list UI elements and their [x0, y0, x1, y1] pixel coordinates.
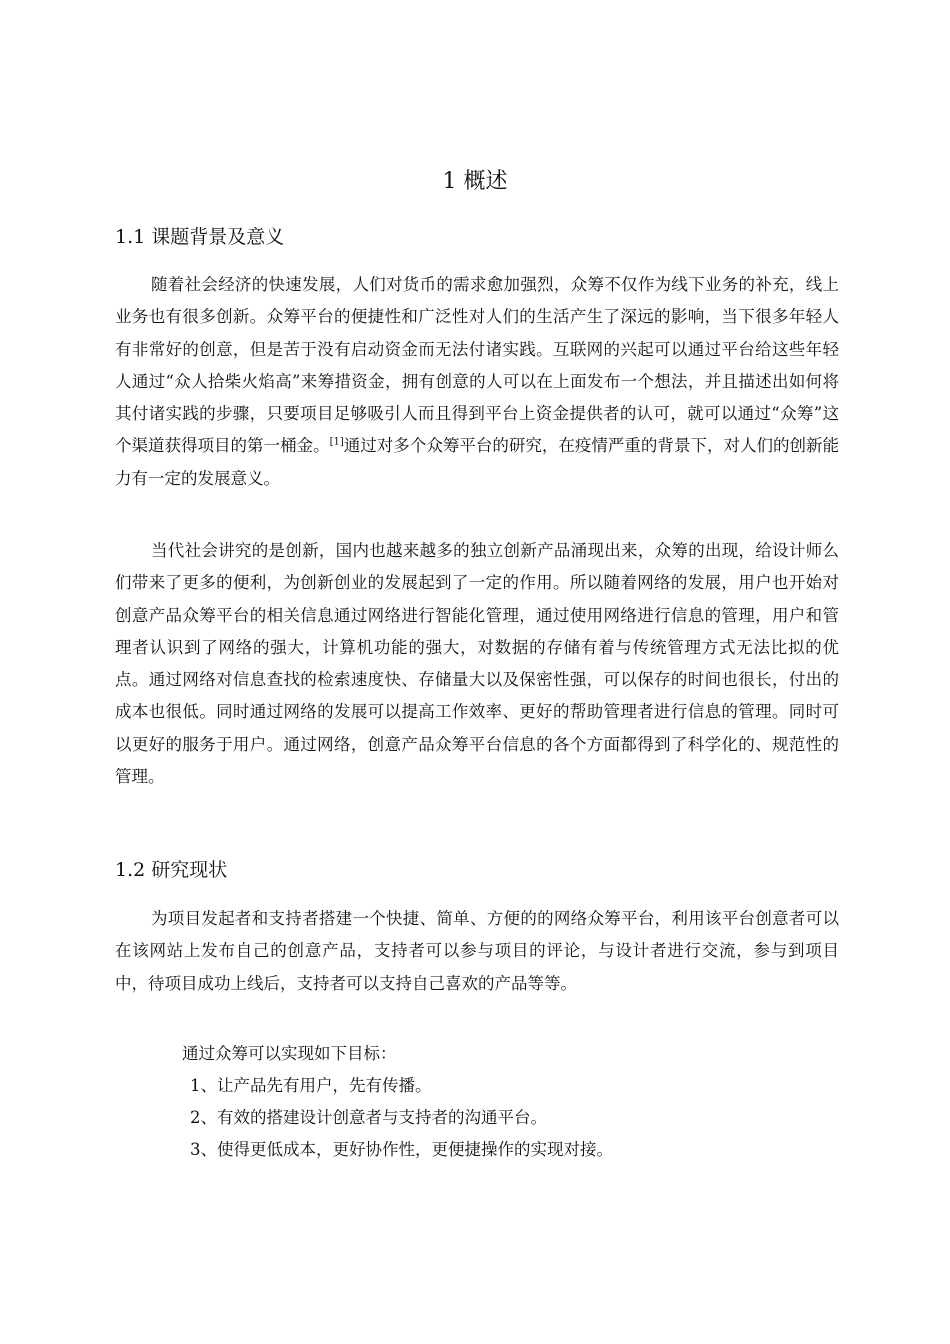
citation-marker: [1] — [329, 436, 344, 448]
paragraph-background-1 — [115, 269, 839, 495]
goal-item-2: 2、有效的搭建设计创意者与支持者的沟通平台。 — [190, 1108, 547, 1127]
section-title-1-2: 1.2 研究现状 — [115, 859, 228, 881]
goal-item-3: 3、使得更低成本，更好协作性，更便捷操作的实现对接。 — [190, 1140, 613, 1159]
paragraph-background-2: 当代社会讲究的是创新，国内也越来越多的独立创新产品涌现出来，众筹的出现，给设计师么们带来了更多的便利，为创新创业的发展起到了一定的作用。所以随着网络的发展，用户也开始对创意产品众筹平台的相关信息通过网络进行智能化管理，通过使用网络进行信息的管理，用户和管理者认识到了网络的强大，计算机功能的强大，对数据的存储有着与传统管理方式无法比拟的优点。通过网络对信息查找的检索速度快、存储量大以及保密性强，可以保存的时间也很长，付出的成本也很低。同时通过网络的发展可以提高工作效率、更好的帮助管理者进行信息的管理。同时可以更好的服务于用户。通过网络，创意产品众筹平台信息的各个方面都得到了科学化的、规范性的管理。 — [115, 541, 839, 787]
chapter-title: 1 概述 — [442, 169, 508, 194]
paragraph-text: 随着社会经济的快速发展，人们对货币的需求愈加强烈，众筹不仅作为线下业务的补充，线上业务也有很多创新。众筹平台的便捷性和广泛性对人们的生活产生了深远的影响，当下很多年轻人有非常好的创意，但是苦于没有启动资金而无法付诸实践。互联网的兴起可以通过平台给这些年轻人通过“众人拾柴火焰高”来筹措资金，拥有创意的人可以在上面发布一个想法，并且描述出如何将其付诸实践的步骤，只要项目足够吸引人而且得到平台上资金提供者的认可，就可以通过“众筹”这个渠道获得项目的第一桶金。 — [115, 275, 839, 456]
goal-item-1: 1、让产品先有用户，先有传播。 — [190, 1076, 432, 1095]
paragraph-text: 通过对多个众筹平台的研究，在疫情严重的背景下，对人们的创新能力有一定的发展意义。 — [115, 436, 840, 488]
goals-intro: 通过众筹可以实现如下目标： — [182, 1044, 397, 1063]
paragraph-status-1: 为项目发起者和支持者搭建一个快捷、简单、方便的的网络众筹平台，利用该平台创意者可以在该网站上发布自己的创意产品，支持者可以参与项目的评论，与设计者进行交流，参与到项目中，待项目成功上线后，支持者可以支持自己喜欢的产品等等。 — [115, 909, 839, 993]
section-title-1-1: 1.1 课题背景及意义 — [115, 226, 285, 248]
